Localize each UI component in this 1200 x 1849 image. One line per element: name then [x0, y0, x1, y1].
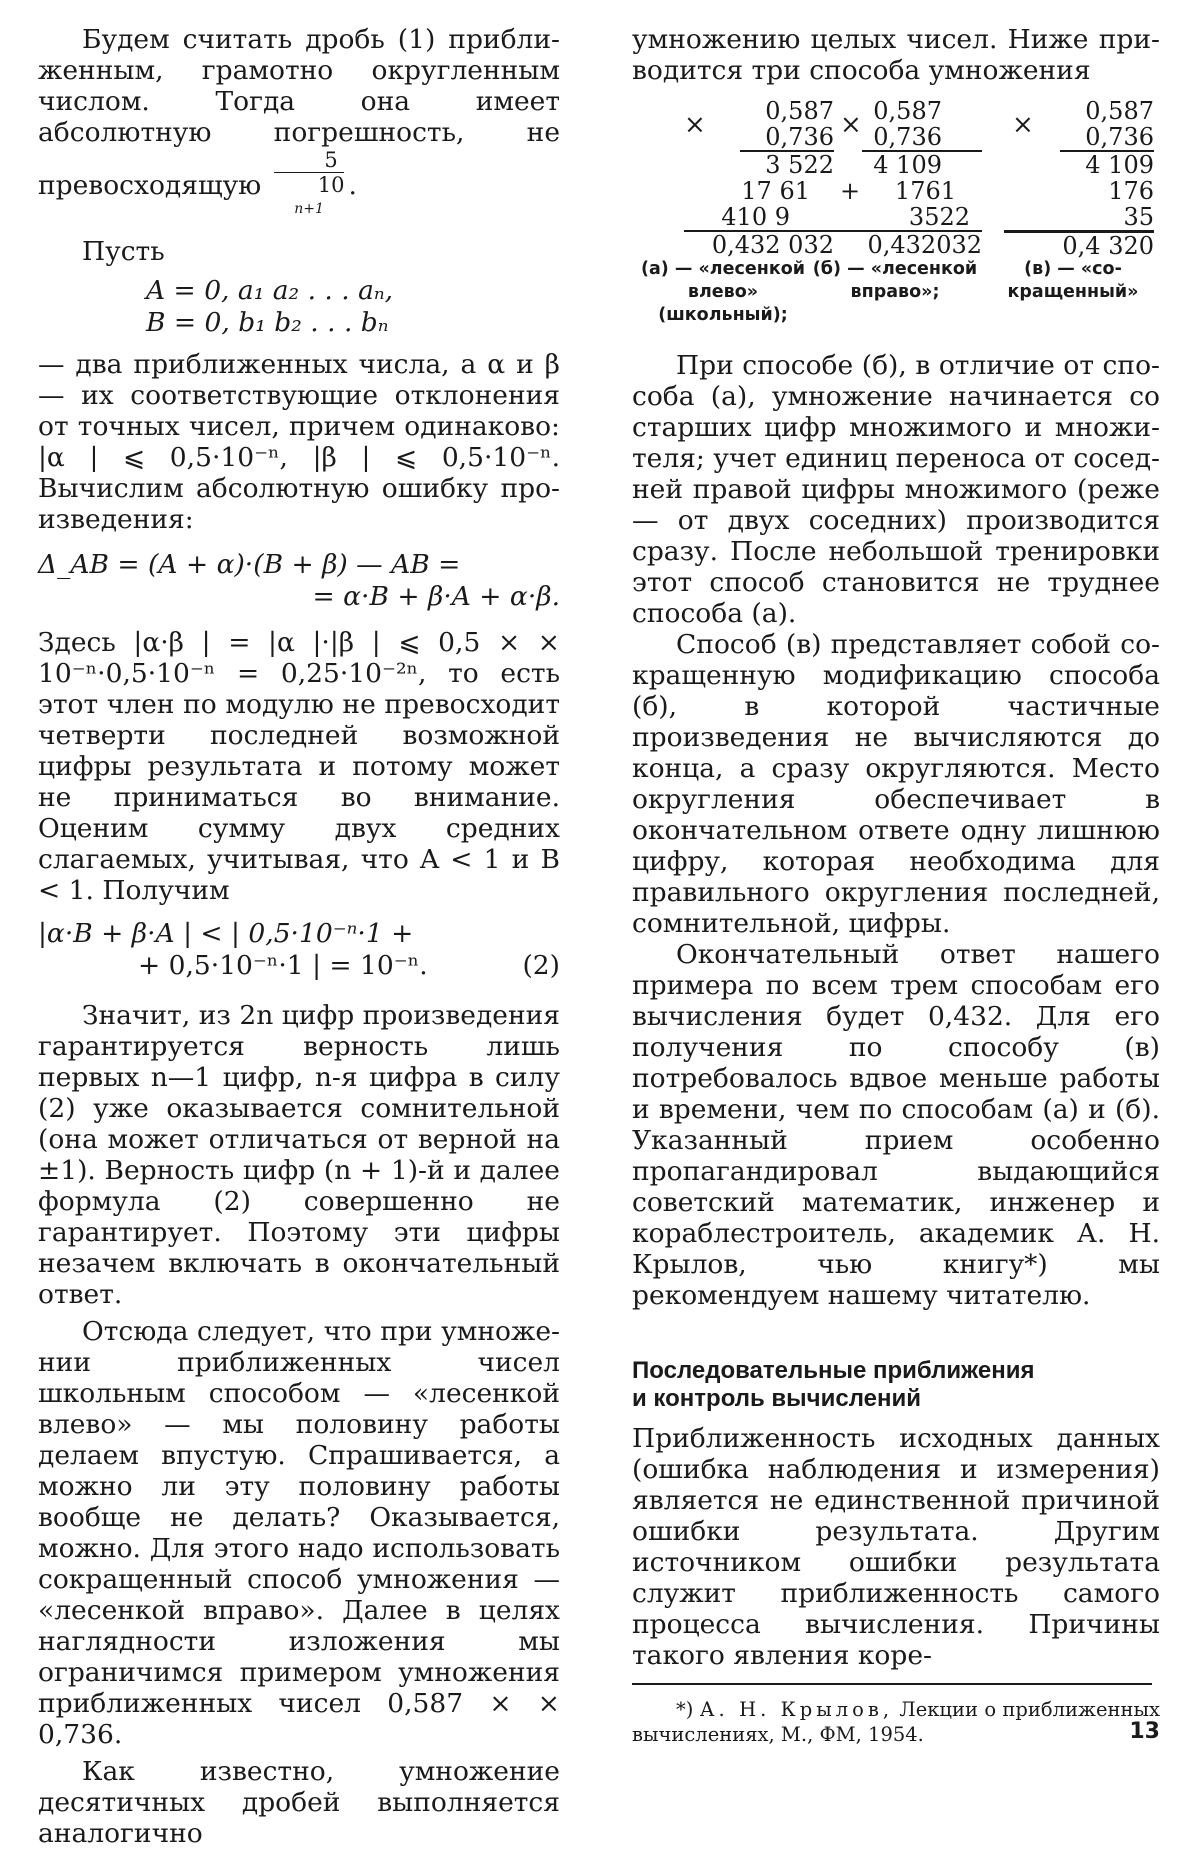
fraction-den-base: 10 — [317, 173, 345, 197]
page-number: 13 — [1129, 1719, 1160, 1744]
times-sign: × — [1012, 110, 1034, 140]
paragraph-text: Будем считать дробь (1) приближенным, грамотно округленным числом. Тогда она имеет абсолютную погрешность, не превосходящую — [38, 24, 560, 201]
partial-product: 4 109 — [873, 151, 942, 179]
partial-product: 4 109 — [1085, 151, 1154, 179]
fraction-denominator — [274, 173, 345, 226]
sentence-end: . — [348, 170, 357, 201]
multiplication-c — [1004, 98, 1154, 259]
multiplier: 0,736 — [765, 123, 834, 151]
partial-product: 3522 — [908, 203, 970, 231]
multiplication-examples — [632, 98, 1160, 258]
partial-product: 410 9 — [721, 203, 790, 231]
paragraph: Как известно, умножение десятичных дробей выполняется аналогично — [38, 1756, 560, 1849]
multiplication-captions — [632, 258, 1160, 328]
equation-2-line2: + 0,5·10⁻ⁿ·1 | = 10⁻ⁿ. — [138, 950, 428, 981]
equation-AB — [146, 275, 560, 339]
fraction-den-exponent: n+1 — [294, 201, 324, 217]
times-sign: × — [840, 110, 862, 140]
product-result: 0,432 032 — [711, 231, 834, 259]
paragraph: Способ (в) представляет собой сокращенную модификацию способа (б), в которой частичные произведения не вычисляются до конца, а сразу округляются. Место округления обеспечивает в окончательном ответе одну лишнюю цифру, которая необходима для правильного округления последней, сомнительной, цифры. — [632, 629, 1160, 939]
fraction — [274, 148, 345, 226]
multiplier: 0,736 — [1085, 123, 1154, 151]
caption-c: (в) — «сокращенный» — [1007, 259, 1139, 302]
multiplication-a — [684, 98, 834, 258]
right-column — [632, 24, 1160, 1747]
footnote-mark: *) — [676, 1698, 694, 1721]
plus-sign: + — [840, 177, 861, 205]
footnote — [632, 1697, 1160, 1747]
fraction-numerator: 5 — [274, 148, 345, 173]
paragraph: умножению целых чисел. Ниже приводится три способа умножения — [632, 24, 1160, 86]
section-heading-line2: и контроль вычислений — [632, 1385, 921, 1412]
paragraph: — два приближенных числа, а α и β — их соответствующие отклонения от точных чисел, причем одинаково: |α | ⩽ 0,5·10⁻ⁿ, |β | ⩽ 0,5·10⁻ⁿ. Вычислим абсолютную ошибку произведения: — [38, 349, 560, 535]
equation-B: B = 0, b₁ b₂ . . . bₙ — [146, 307, 389, 338]
paragraph: Отсюда следует, что при умножении приближенных чисел школьным способом — «лесенкой влево» — мы половину работы делаем впустую. Спрашивается, а можно ли эту половину работы вообще не делать? Оказывается, можно. Для этого надо использовать сокращенный способ умножения — «лесенкой вправо». Далее в целях наглядности изложения мы ограничимся примером умножения приближенных чисел 0,587 × × 0,736. — [38, 1316, 560, 1750]
partial-product: 35 — [1123, 203, 1154, 231]
paragraph — [38, 24, 560, 226]
multiplicand: 0,587 — [765, 97, 834, 125]
equation-number: (2) — [522, 950, 560, 981]
multiplier: 0,736 — [873, 123, 942, 151]
multiplicand: 0,587 — [1085, 97, 1154, 125]
paragraph: Окончательный ответ нашего примера по всем трем способам его вычисления будет 0,432. Для его получения по способу (в) потребовалось вдвое меньше работы и времени, чем по способам (а) и (б). Указанный прием особенно пропагандировал выдающийся советский математик, инженер и кораблестроитель, академик А. Н. Крылов, чью книгу*) мы рекомендуем нашему читателю. — [632, 939, 1160, 1311]
paragraph: Здесь |α·β | = |α |·|β | ⩽ 0,5 × × 10⁻ⁿ·0,5·10⁻ⁿ = 0,25·10⁻²ⁿ, то есть этот член по модулю не превосходит четверти последней возможной цифры результата и потому может не приниматься во внимание. Оценим сумму двух средних слагаемых, учитывая, что A < 1 и B < 1. Получим — [38, 627, 560, 906]
partial-product — [832, 178, 982, 204]
partial-product-value: 1761 — [894, 177, 956, 205]
equation-delta — [38, 549, 560, 613]
times-sign: × — [684, 110, 706, 140]
multiplication-b — [832, 98, 982, 258]
paragraph: При способе (б), в отличие от способа (а), умножение начинается со старших цифр множимого и множителя; учет единиц переноса от соседней правой цифры множимого (реже — от двух соседних) производится сразу. После небольшой тренировки этот способ становится не труднее способа (а). — [632, 350, 1160, 629]
equation-2 — [38, 918, 560, 982]
partial-product: 3 522 — [765, 151, 834, 179]
caption-a: (а) — «лесенкой влево» (школьный); — [641, 259, 805, 325]
partial-product: 17 61 — [741, 177, 810, 205]
product-result: 0,4 320 — [1062, 232, 1154, 260]
equation-2-line1: |α·B + β·A | < | 0,5·10⁻ⁿ·1 + — [38, 918, 414, 949]
left-column — [38, 24, 560, 1849]
partial-product: 176 — [1108, 177, 1154, 205]
caption-b: (б) — «лесенкой вправо»; — [812, 259, 978, 302]
section-heading — [632, 1357, 1160, 1413]
equation-delta-line2: = α·B + β·A + α·β. — [312, 581, 560, 612]
paragraph: Приближенность исходных данных (ошибка наблюдения и измерения) является не единственной причиной ошибки результата. Другим источником ошибки результата служит приближенность самого процесса вычисления. Причины такого явления коре- — [632, 1423, 1160, 1671]
multiplicand: 0,587 — [873, 97, 942, 125]
paragraph: Значит, из 2n цифр произведения гарантируется верность лишь первых n—1 цифр, n-я цифра в силу (2) уже оказывается сомнительной (она может отличаться от верной на ±1). Верность цифр (n + 1)-й и далее формула (2) совершенно не гарантирует. Поэтому эти цифры незачем включать в окончательный ответ. — [38, 1000, 560, 1310]
footnote-text: Лекции о приближенных вычислениях, М., ФМ, 1954. — [632, 1698, 1161, 1746]
footnote-author: А. Н. Крылов, — [699, 1698, 894, 1721]
equation-A: A = 0, a₁ a₂ . . . aₙ, — [146, 275, 394, 306]
paragraph-pust: Пусть — [82, 236, 165, 267]
equation-delta-line1: Δ_AB = (A + α)·(B + β) — AB = — [38, 549, 461, 580]
product-result: 0,432032 — [867, 231, 982, 259]
section-heading-line1: Последовательные приближения — [632, 1357, 1035, 1384]
footnote-divider — [632, 1683, 1152, 1685]
